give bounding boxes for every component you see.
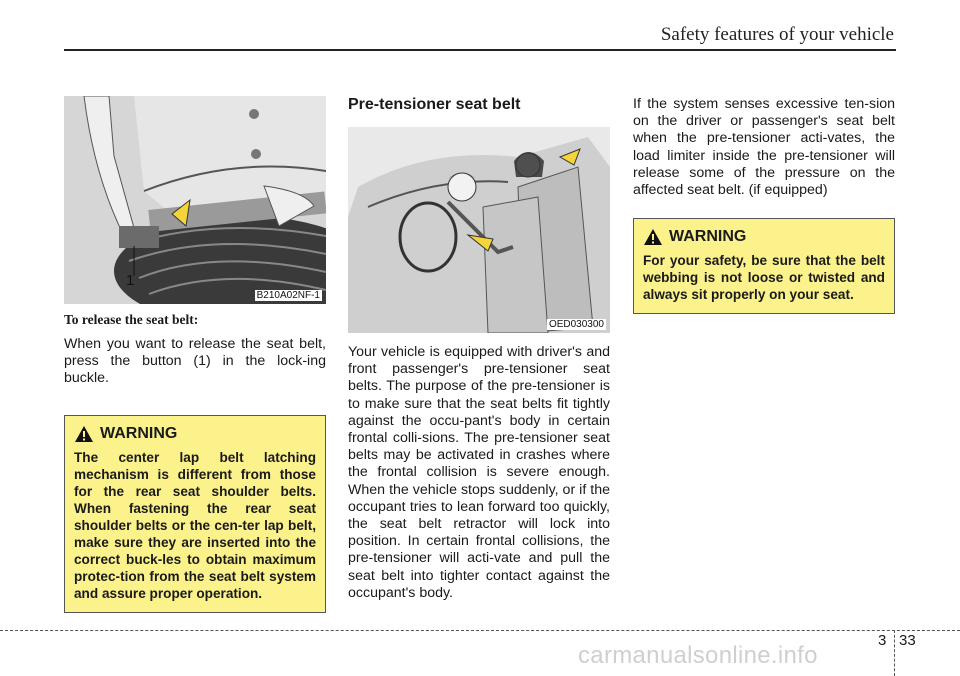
callout-number: 1 [126, 272, 135, 289]
page-number: 33 [899, 632, 916, 649]
figure-caption: To release the seat belt: [64, 312, 199, 327]
column-3 [633, 96, 895, 314]
pre-tensioner-description: Your vehicle is equipped with driver's and front passenger's pre-tensioner seat belts. The purpose of the pre-tensioner is to make sure that the seat belts fit tightly against the occu-pant's body in certain frontal colli-sions. The pre-tensioner seat belts may be activated in crashes where the frontal collision is severe enough. When the vehicle stops suddenly, or if the occupant tries to lean forward too quickly, the seat belt retractor will lock into position. In certain frontal collisions, the pre-tensioner will acti-vate and pull the seat belt into tighter contact against the occupant's body. [348, 344, 610, 601]
warning-box-center-lap [64, 415, 326, 613]
warning-title: WARNING [669, 228, 747, 246]
warning-text: For your safety, be sure that the belt webbing is not loose or twisted and always sit properly on your seat. [643, 253, 885, 303]
warning-title: WARNING [100, 424, 178, 442]
column-1 [64, 96, 326, 613]
column-2 [348, 96, 610, 602]
release-instructions: When you want to release the seat belt, press the button (1) in the lock-ing buckle. [64, 336, 326, 387]
chapter-number: 3 [878, 632, 887, 649]
figure-code: B210A02NF-1 [256, 290, 320, 301]
buckle-illustration [64, 96, 326, 304]
warning-text: The center lap belt latching mechanism is different from those for the rear seat shoulder belts. When fastening the rear seat shoulder belts or the cen-ter lap belt, make sure they are inserted into the correct buck-les to obtain maximum protec-tion from the seat belt system and assure proper operation. [74, 449, 316, 601]
warning-triangle-icon [643, 228, 663, 246]
header-rule [64, 49, 896, 51]
pre-tensioner-figure [348, 127, 610, 333]
load-limiter-description: If the system senses excessive ten-sion on the driver or passenger's seat belt when the pre-tensioner acti-vates, the load limiter inside the pre-tensioner will release some of the pressure on the affected seat belt. (if equipped) [633, 96, 895, 199]
warning-triangle-icon [74, 425, 94, 443]
seat-belt-release-figure [64, 96, 326, 304]
figure-code: OED030300 [548, 319, 604, 330]
warning-box-webbing [633, 218, 895, 314]
watermark-text: carmanualsonline.info [578, 642, 818, 669]
pre-tensioner-illustration [348, 127, 610, 333]
footer-rule [0, 630, 960, 631]
section-title: Pre-tensioner seat belt [348, 96, 521, 113]
footer-divider [894, 630, 895, 676]
page-header-title: Safety features of your vehicle [660, 24, 894, 45]
